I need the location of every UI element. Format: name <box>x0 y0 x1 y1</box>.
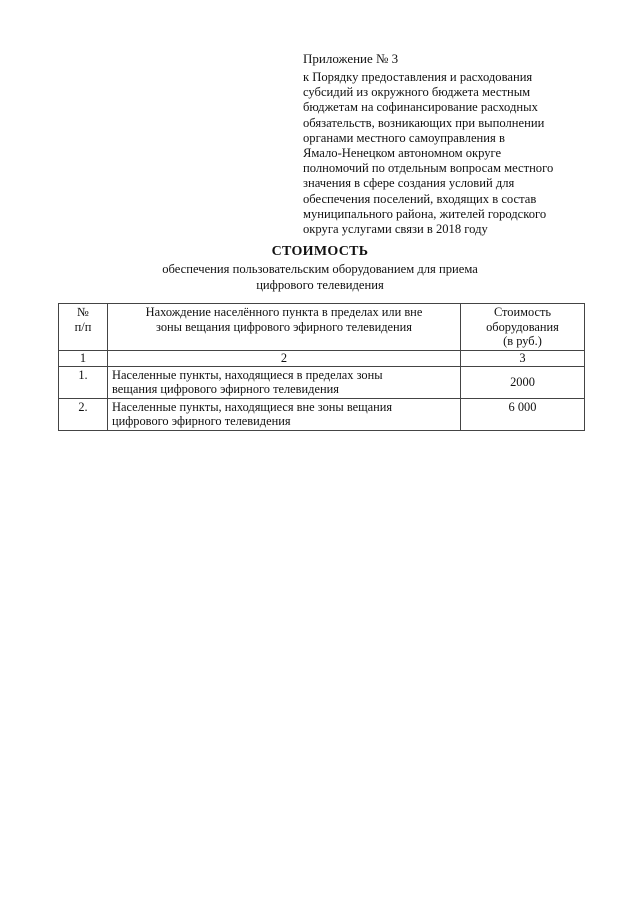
row-description-line: Населенные пункты, находящиеся вне зоны вещания <box>112 399 393 414</box>
subtitle-line: цифрового телевидения <box>256 277 384 292</box>
table-header-row <box>59 304 585 351</box>
table-row <box>59 366 585 398</box>
annex-line: полномочий по отдельным вопросам местного <box>303 161 554 176</box>
header-cost-line: оборудования <box>486 319 559 334</box>
document-title: СТОИМОСТЬ <box>271 244 369 259</box>
row-number: 1. <box>59 366 108 398</box>
row-description <box>108 398 461 430</box>
row-description-line: цифрового эфирного телевидения <box>112 414 291 428</box>
header-location-line: зоны вещания цифрового эфирного телевидения <box>156 319 412 334</box>
row-description <box>108 366 461 398</box>
annex-line: к Порядку предоставления и расходования <box>303 70 533 84</box>
header-number-line: п/п <box>74 319 92 334</box>
annex-line: бюджетам на софинансирование расходных <box>303 100 538 115</box>
column-number: 2 <box>108 350 461 366</box>
header-number <box>59 304 108 351</box>
header-number-line: № <box>77 305 89 319</box>
row-description-line: вещания цифрового эфирного телевидения <box>112 382 339 396</box>
annex-line: округа услугами связи в 2018 году <box>303 222 488 237</box>
row-description-line: Населенные пункты, находящиеся в пределах зоны <box>112 367 383 382</box>
header-cost-line: (в руб.) <box>503 334 542 348</box>
annex-line: органами местного самоуправления в <box>303 130 505 145</box>
header-location <box>108 304 461 351</box>
header-cost <box>461 304 585 351</box>
row-number: 2. <box>59 398 108 430</box>
column-number-row <box>59 350 585 366</box>
annex-line: Ямало-Ненецком автономном округе <box>303 146 502 161</box>
row-cost: 6 000 <box>461 398 585 430</box>
annex-line: значения в сфере создания условий для <box>303 176 515 191</box>
column-number: 1 <box>59 350 108 366</box>
annex-line: обязательств, возникающих при выполнении <box>303 115 545 130</box>
annex-text <box>303 70 613 237</box>
table-row <box>59 398 585 430</box>
header-location-line: Нахождение населённого пункта в пределах или вне <box>145 305 423 319</box>
annex-line: субсидий из окружного бюджета местным <box>303 85 531 100</box>
annex-label: Приложение № 3 <box>303 51 399 66</box>
subtitle-line: обеспечения пользовательским оборудованием для приема <box>162 262 478 276</box>
column-number: 3 <box>461 350 585 366</box>
row-cost: 2000 <box>461 366 585 398</box>
annex-line: муниципального района, жителей городского <box>303 206 547 221</box>
annex-line: обеспечения поселений, входящих в состав <box>303 191 537 206</box>
header-cost-line: Стоимость <box>493 305 552 319</box>
document-subtitle <box>0 262 640 293</box>
cost-table <box>58 303 585 431</box>
